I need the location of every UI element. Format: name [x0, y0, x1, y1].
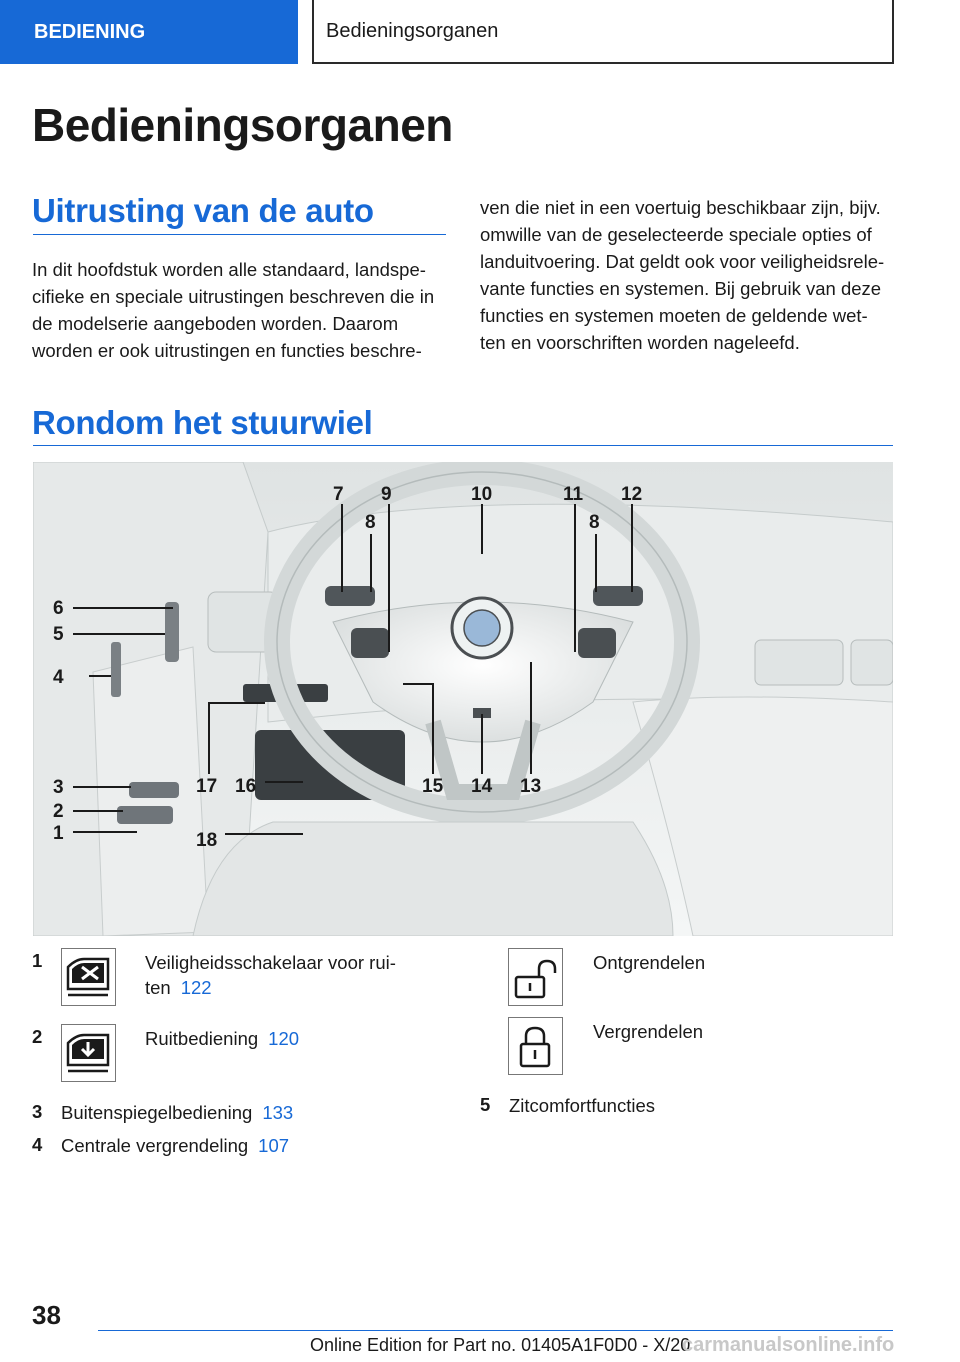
- legend-item-window-control: [145, 1026, 299, 1051]
- section-tab: BEDIENING: [0, 0, 298, 64]
- footer-rule: [98, 1330, 893, 1331]
- page-reference[interactable]: 120: [268, 1028, 300, 1049]
- figure-label: 11: [563, 484, 584, 505]
- figure-label: 17: [196, 776, 218, 797]
- text-line: functies en systemen moeten de geldende wet-: [480, 305, 868, 326]
- figure-label: 8: [589, 512, 600, 533]
- page-title: Bedieningsorganen: [32, 99, 453, 151]
- figure-label: 12: [621, 484, 643, 505]
- legend-item-mirror-control: [61, 1100, 293, 1125]
- section-heading-equipment: Uitrusting van de auto: [32, 192, 374, 229]
- text-line: landuitvoering. Dat geldt ook voor veiligheidsrele-: [480, 251, 885, 272]
- legend-item-central-locking: [61, 1133, 289, 1158]
- section-rule: [33, 234, 446, 235]
- figure-label: 10: [471, 484, 493, 505]
- text-line: worden er ook uitrustingen en functies beschre-: [32, 340, 422, 361]
- legend-item-lock: Vergrendelen: [593, 1021, 704, 1042]
- legend-number: 5: [480, 1094, 491, 1115]
- intro-column-2: [480, 194, 900, 356]
- page-number: 38: [32, 1300, 61, 1330]
- figure-label: 18: [196, 830, 218, 851]
- page-reference[interactable]: 107: [258, 1135, 290, 1156]
- figure-label: 7: [333, 484, 344, 505]
- figure-label: 5: [53, 624, 64, 645]
- edition-note: Online Edition for Part no. 01405A1F0D0 - X/20: [310, 1335, 691, 1355]
- figure-label: 9: [381, 484, 392, 505]
- figure-label: 4: [53, 667, 64, 688]
- figure-label: 3: [53, 777, 64, 798]
- window-safety-icon: [61, 948, 116, 1006]
- legend-number: 4: [32, 1134, 43, 1155]
- section-rule: [33, 445, 893, 446]
- legend-text: Ruitbediening: [145, 1028, 259, 1049]
- section-heading-steering-wheel: Rondom het stuurwiel: [32, 404, 373, 441]
- text-line: ven die niet in een voertuig beschikbaar zijn, bijv.: [480, 197, 881, 218]
- figure-label: 13: [520, 776, 542, 797]
- legend-item-window-safety: [145, 950, 396, 1000]
- legend-number: 3: [32, 1101, 43, 1122]
- legend-text: ten: [145, 977, 171, 998]
- watermark: carmanualsonline.info: [682, 1334, 895, 1356]
- figure-label: 16: [235, 776, 257, 797]
- page-reference[interactable]: 133: [262, 1102, 294, 1123]
- figure-label: 8: [365, 512, 376, 533]
- text-line: de modelserie aangeboden worden. Daarom: [32, 313, 399, 334]
- window-control-icon: [61, 1024, 116, 1082]
- legend-item-seat-comfort: Zitcomfortfuncties: [509, 1095, 655, 1116]
- figure-label: 6: [53, 598, 64, 619]
- legend-text: Buitenspiegelbediening: [61, 1102, 253, 1123]
- legend-number: 1: [32, 950, 43, 971]
- text-line: omwille van de geselecteerde speciale opties of: [480, 224, 872, 245]
- figure-label: 2: [53, 801, 64, 822]
- text-line: cifieke en speciale uitrustingen beschreven die in: [32, 286, 435, 307]
- text-line: vante functies en systemen. Bij gebruik van deze: [480, 278, 882, 299]
- lock-icon: [508, 1017, 563, 1075]
- legend-number: 2: [32, 1026, 43, 1047]
- legend-item-unlock: Ontgrendelen: [593, 952, 706, 973]
- page-reference[interactable]: 122: [180, 977, 212, 998]
- chapter-tab: Bedieningsorganen: [312, 0, 894, 64]
- legend-text: Veiligheidsschakelaar voor rui-: [145, 952, 396, 973]
- steering-wheel-figure: [33, 462, 893, 936]
- text-line: In dit hoofdstuk worden alle standaard, landspe-: [32, 259, 426, 280]
- legend-text-line2: [145, 975, 396, 1000]
- legend-text: Centrale vergrendeling: [61, 1135, 249, 1156]
- figure-label: 15: [422, 776, 444, 797]
- figure-label: 14: [471, 776, 493, 797]
- text-line: ten en voorschriften worden nageleefd.: [480, 332, 800, 353]
- intro-column-1: [32, 256, 452, 364]
- figure-label: 1: [53, 823, 64, 844]
- cockpit-illustration: [33, 462, 893, 936]
- unlock-icon: [508, 948, 563, 1006]
